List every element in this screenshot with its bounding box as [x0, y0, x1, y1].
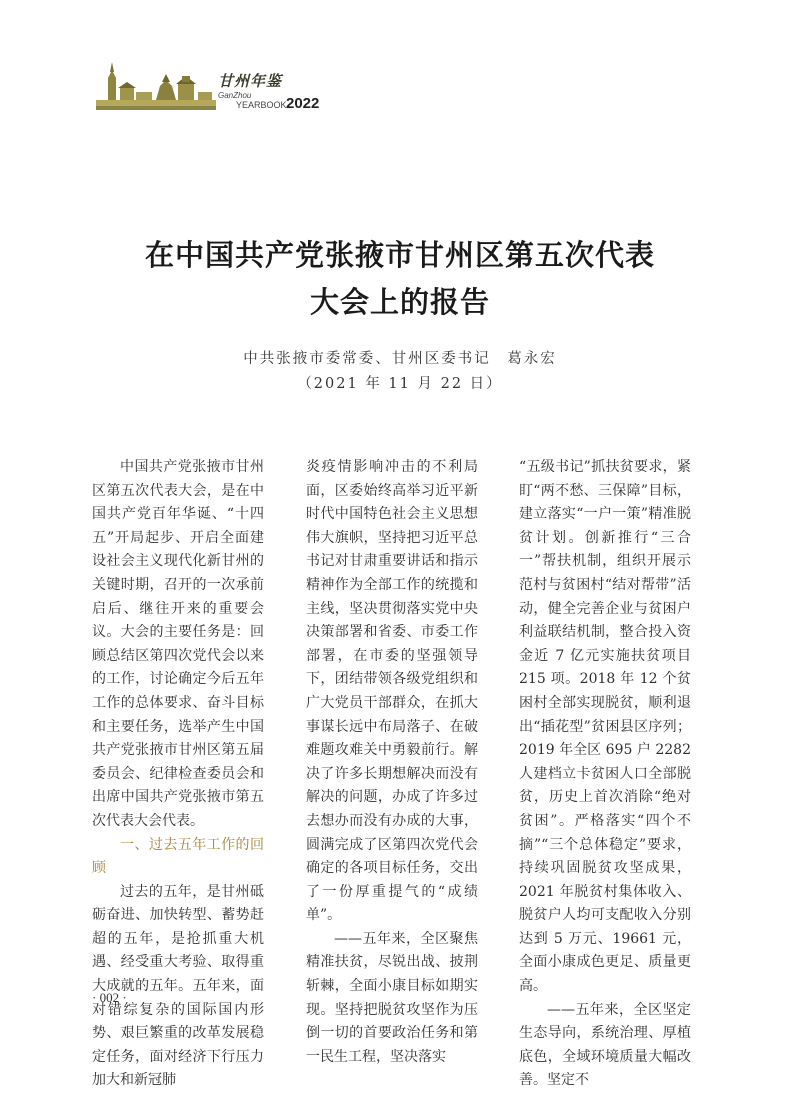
yearbook-header: [96, 56, 336, 116]
paragraph-review-continued: 炎疫情影响冲击的不利局面，区委始终高举习近平新时代中国特色社会主义思想伟大旗帜，坚持把习近平总书记对甘肃重要讲话和指示精神作为全部工作的统揽和主线，坚决贯彻落实党中央决策部署和省委、市委工作部署，在市委的坚强领导下，团结带领各级党组织和广大党员干部群众，在抓大事谋长远中布局落子、在破难题攻难关中勇毅前行。解决了许多长期想解决而没有解决的问题，办成了许多过去想办而没有办成的大事，圆满完成了区第四次党代会确定的各项目标任务，交出了一份厚重提气的“成绩单”。: [306, 459, 478, 924]
page-number: · 002 ·: [92, 990, 127, 1005]
report-title-line-1: 在中国共产党张掖市甘州区第五次代表: [144, 238, 655, 272]
paragraph-poverty-alleviation: ——五年来，全区聚焦精准扶贫，尽锐出战、披荆斩棘，全面小康目标如期实现。坚持把脱贫攻坚作为压倒一切的首要政治任务和第一民生工程，坚决落实: [306, 930, 478, 1065]
paragraph-review: 过去的五年，是甘州砥砺奋进、加快转型、蓄势赶超的五年，是抢抓重大机遇、经受重大考验、取得重大成就的五年。五年来，面对错综复杂的国际国内形势、艰巨繁重的改革发展稳定任务，面对经济下行压力加大和新冠肺: [92, 883, 264, 1089]
author-byline: 中共张掖市委常委、甘州区委书记 葛永宏: [243, 351, 557, 367]
text-column-2: [306, 456, 478, 1069]
brand-yearbook-label: YEARBOOK: [236, 100, 287, 110]
section-heading: 一、过去五年工作的回顾: [92, 836, 264, 877]
report-date: （2021 年 11 月 22 日）: [297, 376, 503, 392]
brand-year: 2022: [286, 95, 320, 112]
text-column-3: [519, 456, 691, 1093]
report-title-line-2: 大会上的报告: [309, 285, 490, 319]
brand-chinese-name: 甘州年鉴: [218, 72, 283, 90]
city-skyline-logo: [96, 56, 216, 116]
brand-english-name: GanZhou: [218, 91, 252, 100]
paragraph-poverty-continued: “五级书记”抓扶贫要求，紧盯“两不愁、三保障”目标，建立落实“一户一策”精准脱贫计划。创新推行“三合一”帮扶机制，组织开展示范村与贫困村“结对帮带”活动，健全完善企业与贫困户利益联结机制，整合投入资金近 7 亿元实施扶贫项目 215 项。2018 年 12 个贫困村全部实现脱贫，顺利退出“插花型”贫困县区序列；2019 年全区 695 户 2282 人建档立卡贫困人口全部脱贫，历史上首次消除“绝对贫困”。严格落实“四个不摘”“三个总体稳定”要求，持续巩固脱贫攻坚成果，2021 年脱贫村集体收入、脱贫户人均可支配收入分别达到 5 万元、19661 元，全面小康成色更足、质量更高。: [519, 459, 691, 995]
paragraph-intro: 中国共产党张掖市甘州区第五次代表大会，是在中国共产党百年华诞、“十四五”开局起步、开启全面建设社会主义现代化新甘州的关键时期，召开的一次承前启后、继往开来的重要会议。大会的主要任务是：回顾总结区第四次党代会以来的工作，讨论确定今后五年工作的总体要求、奋斗目标和主要任务，选举产生中国共产党张掖市甘州区第五届委员会、纪律检查委员会和出席中国共产党张掖市第五次代表大会代表。: [92, 459, 264, 829]
paragraph-ecology: ——五年来，全区坚定生态导向，系统治理、厚植底色，全域环境质量大幅改善。坚定不: [519, 1001, 691, 1089]
